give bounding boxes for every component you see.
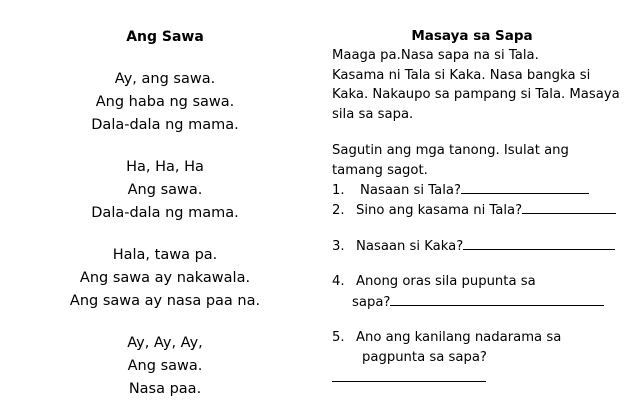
question-number: 1. bbox=[332, 183, 345, 198]
answer-blank-5[interactable] bbox=[332, 368, 486, 382]
poem-line: Hala, tawa pa. bbox=[112, 247, 218, 263]
question-text-cont: sapa? bbox=[352, 295, 391, 310]
question-4 bbox=[332, 272, 632, 292]
question-text: Nasaan si Kaka? bbox=[356, 239, 464, 254]
answer-blank-1[interactable] bbox=[461, 180, 589, 194]
instruction-line: Sagutin ang mga tanong. Isulat ang bbox=[332, 143, 569, 158]
story-line: Maaga pa.Nasa sapa na si Tala. bbox=[332, 48, 539, 63]
question-number: 4. bbox=[332, 274, 345, 289]
poem-stanza-2 bbox=[60, 156, 270, 225]
answer-blank-3[interactable] bbox=[463, 236, 615, 250]
poem-stanza-4 bbox=[60, 332, 270, 401]
question-number: 5. bbox=[332, 330, 345, 345]
poem-line: Dala-dala ng mama. bbox=[91, 117, 239, 133]
instructions bbox=[332, 141, 632, 180]
poem-title: Ang Sawa bbox=[126, 29, 204, 45]
answer-blank-2[interactable] bbox=[522, 200, 616, 214]
story-line: Kasama ni Tala si Kaka. Nasa bangka si bbox=[332, 67, 591, 83]
question-text: Ano ang kanilang nadarama sa bbox=[356, 330, 562, 345]
story-title: Masaya sa Sapa bbox=[411, 28, 533, 44]
poem-line: Dala-dala ng mama. bbox=[91, 205, 239, 221]
poem-line: Nasa paa. bbox=[128, 381, 202, 397]
story-line: Kaka. Nakaupo sa pampang si Tala. Masaya bbox=[332, 87, 620, 102]
question-2 bbox=[332, 200, 632, 220]
question-3 bbox=[332, 236, 632, 256]
story-line: sila sa sapa. bbox=[332, 106, 414, 122]
question-number: 3. bbox=[332, 239, 345, 254]
question-5-answer-line bbox=[332, 368, 632, 388]
question-5-continuation bbox=[332, 348, 632, 368]
question-1 bbox=[332, 180, 632, 200]
poem-line: Ay, ang sawa. bbox=[114, 71, 216, 87]
question-list bbox=[332, 180, 632, 388]
instruction-line: tamang sagot. bbox=[332, 162, 428, 178]
question-text-cont: pagpunta sa sapa? bbox=[362, 350, 487, 365]
poem-line: Ay, Ay, Ay, bbox=[127, 335, 203, 351]
question-text: Anong oras sila pupunta sa bbox=[356, 274, 536, 289]
story-text bbox=[332, 46, 632, 124]
poem-line: Ang sawa ay nasa paa na. bbox=[69, 293, 261, 309]
poem-line: Ha, Ha, Ha bbox=[126, 159, 204, 175]
story-section bbox=[332, 26, 632, 388]
poem-stanza-3 bbox=[60, 244, 270, 313]
answer-blank-4[interactable] bbox=[390, 292, 604, 306]
poem-section bbox=[60, 26, 270, 420]
poem-line: Ang sawa ay nakawala. bbox=[79, 270, 251, 286]
question-5 bbox=[332, 328, 632, 348]
question-number: 2. bbox=[332, 203, 345, 218]
question-4-continuation bbox=[332, 292, 632, 312]
poem-line: Ang haba ng sawa. bbox=[95, 94, 235, 110]
question-text: Nasaan si Tala? bbox=[360, 183, 461, 198]
poem-line: Ang sawa. bbox=[127, 358, 203, 374]
question-text: Sino ang kasama ni Tala? bbox=[356, 203, 523, 218]
poem-line: Ang sawa. bbox=[127, 182, 203, 198]
poem-stanza-1 bbox=[60, 68, 270, 137]
